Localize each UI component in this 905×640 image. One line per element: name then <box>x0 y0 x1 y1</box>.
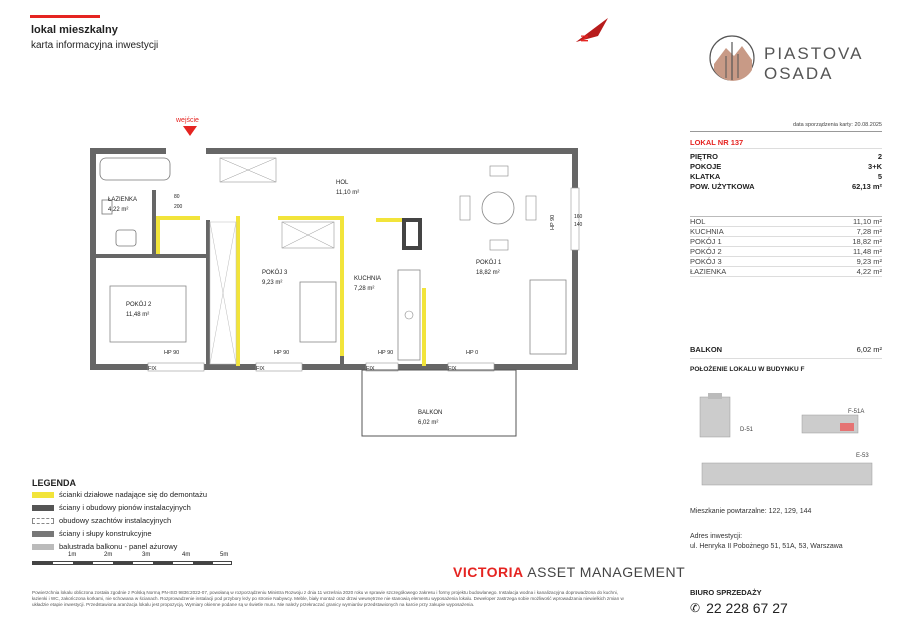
window-hp-label: HP 90 <box>550 214 556 230</box>
fix-label: FIX <box>256 366 265 372</box>
room-label-lazienka: ŁAZIENKA <box>108 197 138 203</box>
room-area-balkon: 6,02 m² <box>418 420 439 426</box>
lokal-number: LOKAL NR 137 <box>690 138 744 147</box>
svg-text:N: N <box>580 34 591 42</box>
svg-text:D-51: D-51 <box>740 427 754 433</box>
address: ul. Henryka II Pobożnego 51, 51A, 53, Warszawa <box>690 543 843 550</box>
legend-item: obudowy szachtów instalacyjnych <box>32 516 171 525</box>
room-area-kuchnia: 7,28 m² <box>354 286 375 292</box>
entrance-arrow-icon <box>183 126 197 136</box>
piastova-logo-icon <box>708 34 756 82</box>
floor-plan <box>86 110 586 440</box>
room-label-pokoj2: POKÓJ 2 <box>126 302 152 308</box>
north-arrow-icon <box>572 12 612 48</box>
room-row: POKÓJ 1 18,82 m² <box>690 237 882 246</box>
room-label-pokoj1: POKÓJ 1 <box>476 260 502 266</box>
legend-item: ścianki działowe nadające się do demontażu <box>32 490 207 499</box>
footer-disclaimer: Powierzchnia lokalu obliczona została zgodnie z Polską Normą PN-ISO 9836:2022-07, powołaną w rozporządzeniu Ministra Rozwoju z dnia 11 września 2020 roku w sprawie szczegółowego zakresu i formy projektu budowlanego. Instalacja wodna i kanalizacyjna doprowadzona do kuchni, łazienki i WC, zakończona korkami, nie schowana w ścianach. Rozprowadzenie instalacji pod przybory leży po stronie Nabywcy. Meble, biały montaż oraz drzwi wewnętrzne nie stanowią elementu wyposażenia lokalu. Deweloper zastrzega sobie możliwość wprowadzania niewielkich zmian w układzie etapie inwestycji. Przedstawiona aranżacja lokalu jest propozycją. Wymiary okienne podane są w świetle muru. Nie należy przekraczać granicy wymiarów przedstawionych na karcie przy zakupie wyposażenia. <box>32 590 624 607</box>
legend-item: ściany i słupy konstrukcyjne <box>32 529 152 538</box>
window-hp-label: HP 90 <box>274 350 290 356</box>
window-hp-label: HP 90 <box>378 350 394 356</box>
page-subtitle: karta informacyjna inwestycji <box>31 40 159 51</box>
address-label: Adres inwestycji: <box>690 533 743 540</box>
room-label-pokoj3: POKÓJ 3 <box>262 270 288 276</box>
room-row: POKÓJ 3 9,23 m² <box>690 257 882 266</box>
developer-brand: VICTORIA ASSET MANAGEMENT <box>453 564 686 580</box>
room-area-lazienka: 4,22 m² <box>108 207 129 213</box>
room-area-pokoj1: 18,82 m² <box>476 270 500 276</box>
card-main-info: PIĘTRO 2 POKOJE 3+K KLATKA 5 POW. UŻYTKOWA 62,13 m² <box>690 152 882 191</box>
room-row: POKÓJ 2 11,48 m² <box>690 247 882 256</box>
room-row: ŁAZIENKA 4,22 m² <box>690 267 882 276</box>
building-location-map <box>690 385 882 497</box>
phone-row[interactable] <box>690 600 788 616</box>
dimension-label: 160 <box>574 214 583 220</box>
room-label-kuchnia: KUCHNIA <box>354 276 382 282</box>
phone-icon: ✆ <box>690 601 701 615</box>
room-area-pokoj3: 9,23 m² <box>262 280 283 286</box>
scale-bar: 1m 2m 3m 4m 5m <box>32 552 237 568</box>
divider <box>690 131 882 132</box>
fix-label: FIX <box>448 366 457 372</box>
page-title: lokal mieszkalny <box>31 24 118 36</box>
legend-title: LEGENDA <box>32 478 77 488</box>
room-label-balkon: BALKON <box>418 410 443 416</box>
dimension-label: 200 <box>174 204 183 210</box>
room-label-hol: HOL <box>336 180 349 186</box>
card-date: data sporządzenia karty: 20.08.2025 <box>793 122 882 128</box>
entrance-label: wejście <box>176 117 199 124</box>
divider <box>690 148 882 149</box>
room-areas-table <box>690 216 882 277</box>
balkon-row: BALKON 6,02 m² <box>690 345 882 354</box>
phone-number[interactable]: 22 228 67 27 <box>706 600 788 616</box>
repeat-info: Mieszkanie powtarzalne: 122, 129, 144 <box>690 508 812 515</box>
fix-label: FIX <box>148 366 157 372</box>
header-accent-bar <box>30 15 100 18</box>
svg-text:F-51A: F-51A <box>848 409 865 415</box>
room-area-hol: 11,10 m² <box>336 190 360 196</box>
divider <box>690 358 882 359</box>
room-area-pokoj2: 11,48 m² <box>126 312 150 318</box>
brand-logo-text: PIASTOVA OSADA <box>764 44 864 83</box>
room-row: HOL 11,10 m² <box>690 217 882 226</box>
sales-office-label: BIURO SPRZEDAŻY <box>690 588 762 597</box>
fix-label: FIX <box>366 366 375 372</box>
legend-item: balustrada balkonu - panel ażurowy <box>32 542 177 551</box>
dimension-label: 140 <box>574 222 583 228</box>
room-row: KUCHNIA 7,28 m² <box>690 227 882 236</box>
window-hp-label: HP 0 <box>466 350 479 356</box>
location-title: POŁOŻENIE LOKALU W BUDYNKU F <box>690 366 805 373</box>
legend-item: ściany i obudowy pionów instalacyjnych <box>32 503 191 512</box>
svg-text:E-53: E-53 <box>856 453 869 459</box>
window-hp-label: HP 90 <box>164 350 180 356</box>
dimension-label: 80 <box>174 194 180 200</box>
